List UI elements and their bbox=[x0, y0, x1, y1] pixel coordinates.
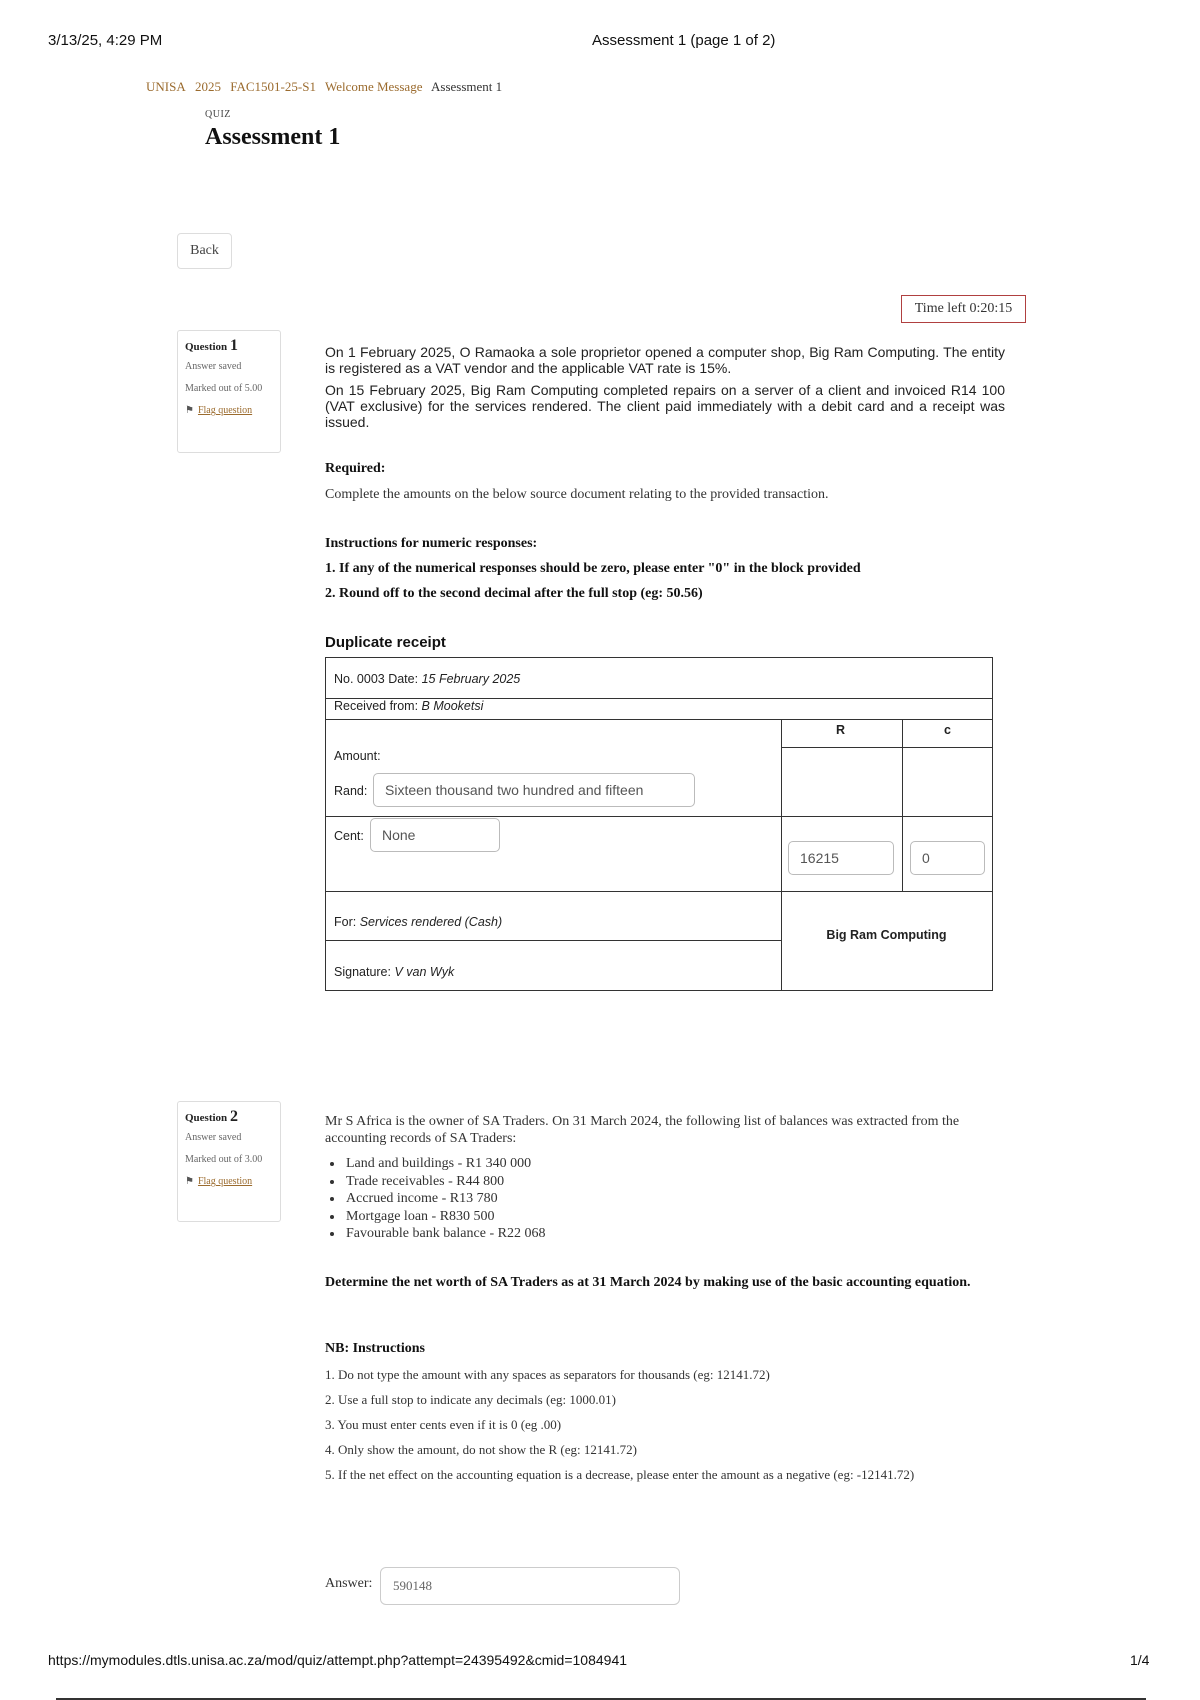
list-item: • Trade receivables - R44 800 bbox=[344, 1173, 545, 1191]
duplicate-receipt-table bbox=[325, 657, 993, 991]
breadcrumb-item-current: Assessment 1 bbox=[431, 79, 503, 94]
list-item: • Mortgage loan - R830 500 bbox=[344, 1208, 545, 1226]
receipt-divider bbox=[902, 719, 903, 891]
q2-task: Determine the net worth of SA Traders as at 31 March 2024 by making use of the basic accounting equation. bbox=[325, 1275, 971, 1290]
balances-list bbox=[330, 1155, 545, 1243]
question-label: Question bbox=[185, 341, 228, 353]
instructions-heading: Instructions for numeric responses: bbox=[325, 536, 538, 551]
question-heading bbox=[185, 337, 273, 355]
breadcrumb-item-module[interactable]: FAC1501-25-S1 bbox=[230, 79, 316, 94]
print-date: 3/13/25, 4:29 PM bbox=[48, 32, 163, 49]
question-mark: Marked out of 3.00 bbox=[185, 1154, 263, 1165]
signature-label: Signature: bbox=[334, 965, 391, 979]
cent-words-input[interactable]: None bbox=[370, 818, 500, 852]
question-info-2 bbox=[177, 1101, 281, 1222]
receipt-number-date bbox=[334, 672, 520, 686]
question-number: 2 bbox=[229, 1108, 238, 1125]
flag-question-label: Flag question bbox=[197, 405, 253, 416]
question-state: Answer saved bbox=[185, 1132, 242, 1143]
instruction-1: 1. If any of the numerical responses should be zero, please enter "0" in the block provided bbox=[325, 561, 861, 576]
list-item: • Favourable bank balance - R22 068 bbox=[344, 1225, 545, 1243]
q2-intro: Mr S Africa is the owner of SA Traders. On 31 March 2024, the following list of balances was extracted from the accounting records of SA Traders: bbox=[325, 1114, 960, 1146]
back-button[interactable]: Back bbox=[177, 233, 232, 269]
quiz-label: QUIZ bbox=[205, 109, 231, 120]
breadcrumb-item-unisa[interactable]: UNISA bbox=[146, 79, 186, 94]
nb-instruction-4: 4. Only show the amount, do not show the R (eg: 12141.72) bbox=[325, 1442, 637, 1457]
list-item: • Accrued income - R13 780 bbox=[344, 1190, 545, 1208]
receipt-divider bbox=[781, 719, 782, 991]
question-number: 1 bbox=[229, 337, 238, 354]
receipt-divider bbox=[326, 940, 781, 941]
receipt-divider bbox=[781, 747, 992, 748]
amount-label: Amount: bbox=[334, 749, 381, 763]
print-title: Assessment 1 (page 1 of 2) bbox=[592, 32, 776, 49]
page-title: Assessment 1 bbox=[205, 124, 341, 150]
nb-instruction-1: 1. Do not type the amount with any spaces as separators for thousands (eg: 12141.72) bbox=[325, 1367, 770, 1382]
cent-label: Cent: bbox=[334, 829, 364, 843]
company-name: Big Ram Computing bbox=[826, 928, 947, 942]
question-heading bbox=[185, 1108, 273, 1126]
nb-instruction-3: 3. You must enter cents even if it is 0 (eg .00) bbox=[325, 1417, 562, 1432]
required-text: Complete the amounts on the below source document relating to the provided transaction. bbox=[325, 487, 829, 502]
nb-instruction-2: 2. Use a full stop to indicate any decimals (eg: 1000.01) bbox=[325, 1392, 616, 1407]
time-left-timer: Time left 0:20:15 bbox=[901, 295, 1026, 323]
receipt-divider bbox=[326, 816, 992, 817]
flag-icon: ⚑ bbox=[185, 1176, 194, 1187]
question-mark: Marked out of 5.00 bbox=[185, 383, 263, 394]
breadcrumb-item-year[interactable]: 2025 bbox=[194, 79, 221, 94]
footer-url: https://mymodules.dtls.unisa.ac.za/mod/quiz/attempt.php?attempt=24395492&cmid=1084941 bbox=[48, 1652, 628, 1668]
receipt-no-label: No. 0003 Date: bbox=[334, 672, 419, 686]
breadcrumb-item-welcome[interactable]: Welcome Message bbox=[324, 79, 423, 94]
column-cent-header: c bbox=[944, 723, 951, 737]
receipt-title: Duplicate receipt bbox=[325, 634, 446, 651]
q1-paragraph-1: On 1 February 2025, O Ramaoka a sole proprietor opened a computer shop, Big Ram Computing. The entity is registered as a VAT vendor and the applicable VAT rate is 15%. bbox=[325, 344, 1005, 376]
footer-page-number: 1/4 bbox=[1130, 1652, 1150, 1668]
flag-question-label: Flag question bbox=[197, 1176, 253, 1187]
cent-amount-input[interactable]: 0 bbox=[910, 841, 985, 875]
for-label: For: bbox=[334, 915, 357, 929]
signature-value: V van Wyk bbox=[394, 965, 455, 979]
receipt-for bbox=[334, 915, 502, 929]
flag-icon: ⚑ bbox=[185, 405, 194, 416]
receipt-divider bbox=[326, 719, 992, 720]
answer-label: Answer: bbox=[325, 1576, 373, 1591]
required-heading: Required: bbox=[325, 461, 386, 476]
q1-paragraph-2: On 15 February 2025, Big Ram Computing completed repairs on a server of a client and invoiced R14 100 (VAT exclusive) for the services rendered. The client paid immediately with a debit card and a receipt was issued. bbox=[325, 382, 1005, 430]
receipt-signature bbox=[334, 965, 454, 979]
received-from-label: Received from: bbox=[334, 699, 419, 713]
for-value: Services rendered (Cash) bbox=[359, 915, 503, 929]
question-info-1 bbox=[177, 330, 281, 453]
receipt-date: 15 February 2025 bbox=[421, 672, 521, 686]
list-item: • Land and buildings - R1 340 000 bbox=[344, 1155, 545, 1173]
receipt-received-from bbox=[334, 699, 483, 713]
column-rand-header: R bbox=[836, 723, 846, 737]
received-from-value: B Mooketsi bbox=[421, 699, 484, 713]
receipt-divider bbox=[326, 891, 992, 892]
flag-question-link[interactable] bbox=[185, 405, 273, 416]
rand-amount-input[interactable]: 16215 bbox=[788, 841, 894, 875]
nb-heading: NB: Instructions bbox=[325, 1341, 425, 1356]
rand-label: Rand: bbox=[334, 784, 368, 798]
rand-words-input[interactable]: Sixteen thousand two hundred and fifteen bbox=[373, 773, 695, 807]
question-label: Question bbox=[185, 1112, 228, 1124]
question-state: Answer saved bbox=[185, 361, 242, 372]
breadcrumb bbox=[146, 79, 508, 95]
instruction-2: 2. Round off to the second decimal after the full stop (eg: 50.56) bbox=[325, 586, 703, 601]
answer-input[interactable]: 590148 bbox=[380, 1567, 680, 1605]
flag-question-link[interactable] bbox=[185, 1176, 273, 1187]
nb-instruction-5: 5. If the net effect on the accounting equation is a decrease, please enter the amount as a negative (eg: -12141.72) bbox=[325, 1467, 915, 1482]
